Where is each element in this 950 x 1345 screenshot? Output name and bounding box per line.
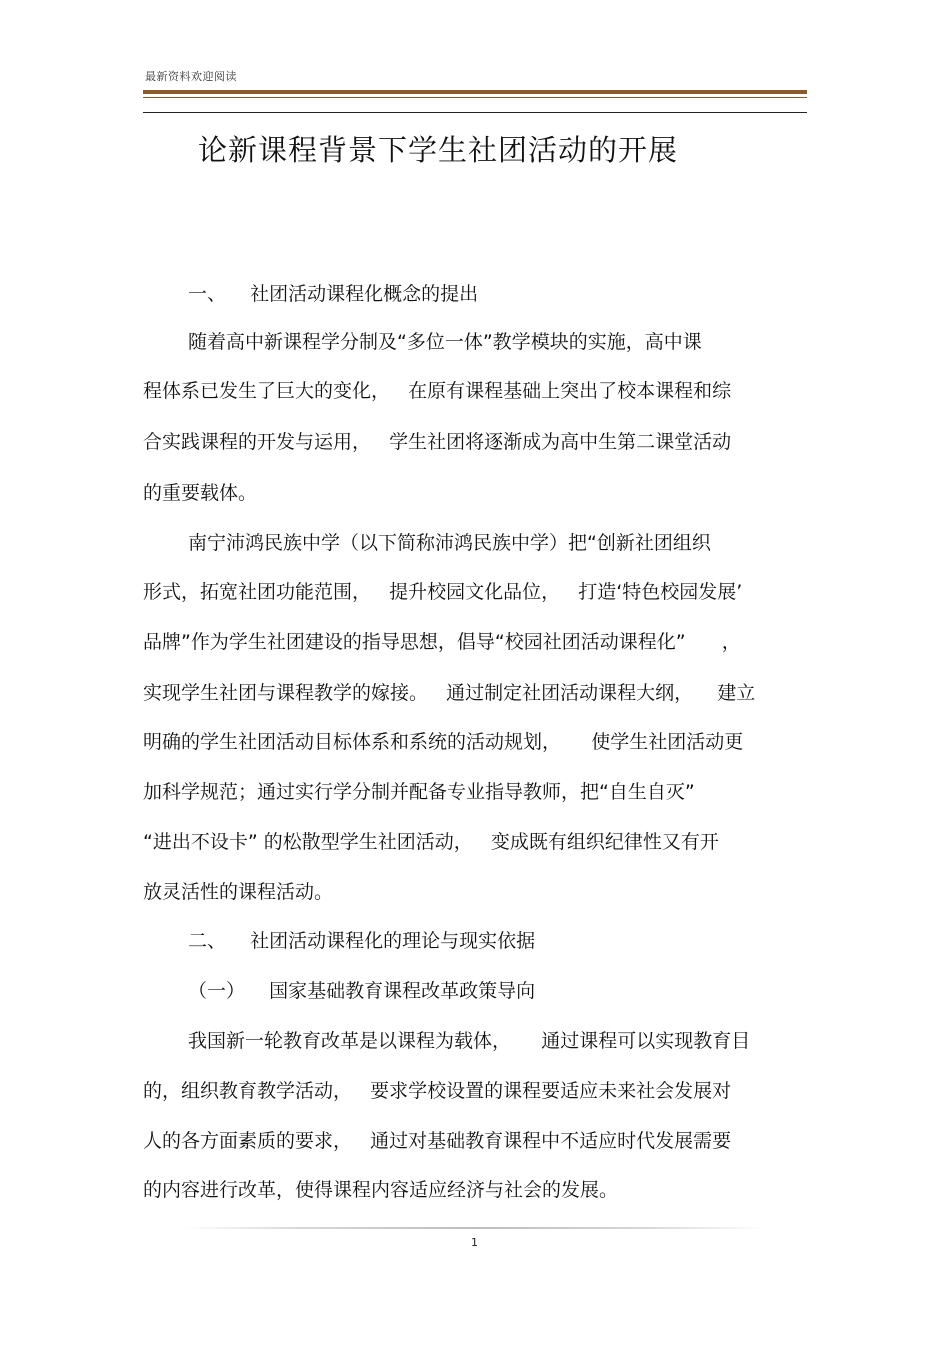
- paragraph-2-line-4: 实现学生社团与课程教学的嫁接。 通过制定社团活动课程大纲， 建立: [143, 682, 756, 704]
- page-number: 1: [471, 1236, 478, 1249]
- paragraph-1-line-2: 程体系已发生了巨大的变化， 在原有课程基础上突出了校本课程和综: [143, 380, 732, 402]
- paragraph-2-line-6: 加科学规范；通过实行学分制并配备专业指导教师，把“自生自灭”: [143, 781, 695, 803]
- paragraph-2-line-3: 品牌”作为学生社团建设的指导思想，倡导“校园社团活动课程化” ，: [143, 631, 741, 653]
- paragraph-3-line-2: 的，组织教育教学活动， 要求学校设置的课程要适应未来社会发展对: [143, 1080, 732, 1102]
- paragraph-2-line-1: 南宁沛鸿民族中学（以下简称沛鸿民族中学）把“创新社团组织: [188, 532, 711, 554]
- paragraph-2-line-8: 放灵活性的课程活动。: [143, 881, 334, 903]
- document-title: 论新课程背景下学生社团活动的开展: [198, 133, 679, 167]
- paragraph-2-line-2: 形式，拓宽社团功能范围， 提升校园文化品位， 打造‘特色校园发展’: [143, 581, 743, 603]
- paragraph-3-line-1: 我国新一轮教育改革是以课程为载体， 通过课程可以实现教育目: [188, 1030, 751, 1052]
- paragraph-1-line-3: 合实践课程的开发与运用， 学生社团将逐渐成为高中生第二课堂活动: [143, 431, 732, 453]
- paragraph-2-line-7: “进出不设卡” 的松散型学生社团活动， 变成既有组织纪律性又有开: [143, 831, 719, 853]
- paragraph-1-line-4: 的重要载体。: [143, 482, 258, 504]
- footer-rule: [182, 1227, 767, 1229]
- paragraph-1-line-1: 随着高中新课程学分制及“多位一体”教学模块的实施，高中课: [188, 331, 702, 353]
- subsection-heading-1: （一） 国家基础教育课程改革政策导向: [188, 980, 536, 1002]
- section-heading-1: 一、 社团活动课程化概念的提出: [188, 283, 479, 305]
- paragraph-3-line-4: 的内容进行改革，使得课程内容适应经济与社会的发展。: [143, 1179, 619, 1201]
- header-rule-thick: [143, 90, 807, 94]
- header-rule-black: [143, 112, 807, 113]
- section-heading-2: 二、 社团活动课程化的理论与现实依据: [188, 930, 536, 952]
- paragraph-3-line-3: 人的各方面素质的要求， 通过对基础教育课程中不适应时代发展需要: [143, 1130, 732, 1152]
- paragraph-2-line-5: 明确的学生社团活动目标体系和系统的活动规划， 使学生社团活动更: [143, 731, 744, 753]
- header-rule-thin: [143, 97, 807, 98]
- running-header: 最新资料欢迎阅读: [145, 70, 237, 83]
